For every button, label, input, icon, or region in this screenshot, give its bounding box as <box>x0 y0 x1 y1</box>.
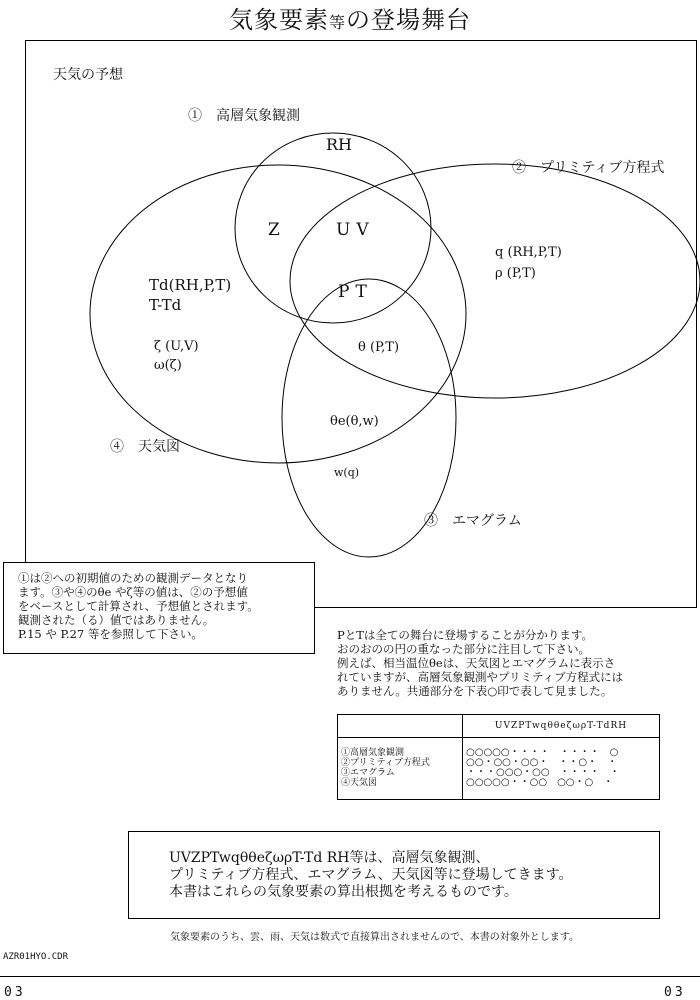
label-t-td: T-Td <box>149 296 182 314</box>
element-comparison-table <box>337 714 660 800</box>
label-rho: ρ (P,T) <box>495 266 536 281</box>
summary-line: UVZPTwqθθeζωρT-Td RH等は、高層気象観測、 <box>169 850 490 866</box>
row-label: ①高層気象観測 <box>341 748 405 758</box>
label-uv: UV <box>336 220 375 240</box>
circle-weather-map <box>90 165 466 463</box>
note-line: ます。③や④のθe やζ等の値は、②の予想値 <box>18 585 248 599</box>
row-label: ④天気図 <box>341 778 378 788</box>
explanation-line: 例えば、相当温位θeは、天気図とエマグラムに表示さ <box>337 656 616 670</box>
table-marks <box>463 738 660 800</box>
label-w: w(q) <box>334 466 360 479</box>
note-line: ①は②への初期値のための観測データとなり <box>18 571 248 585</box>
label-z: Z <box>268 220 280 240</box>
explanation-line: PとTは全ての舞台に登場することが分かります。 <box>337 628 593 642</box>
summary-line: プリミティブ方程式、エマグラム、天気図等に登場してきます。 <box>169 867 573 883</box>
file-name: AZR01HYO.CDR <box>3 952 69 962</box>
label-omega: ω(ζ) <box>154 358 182 373</box>
note-line: P.15 や P.27 等を参照して下さい。 <box>18 627 203 641</box>
circle-upper-air-observation <box>235 133 431 323</box>
note-line: 観測された（る）値ではありません。 <box>18 613 215 627</box>
circle3-label: ③ エマグラム <box>424 513 522 529</box>
explanation-line: ありません。共通部分を下表○印で表して見ました。 <box>337 684 613 698</box>
row-label: ②プリミティブ方程式 <box>341 758 430 768</box>
table-row-labels <box>338 738 463 800</box>
circle2-label: ② プリミティブ方程式 <box>512 160 665 176</box>
label-zeta: ζ (U,V) <box>154 339 199 354</box>
initial-value-note <box>3 562 315 654</box>
circle-primitive-equation <box>290 164 700 398</box>
pt-explanation <box>337 628 623 698</box>
label-td: Td(RH,P,T) <box>149 276 232 294</box>
table-corner <box>338 715 463 738</box>
note-line: をベースとして計算され、予想値とされます。 <box>18 599 259 613</box>
label-rh: RH <box>326 135 352 154</box>
circle4-label: ④ 天気図 <box>110 439 180 455</box>
label-q: q (RH,P,T) <box>495 245 562 260</box>
circle1-label: ① 高層気象観測 <box>188 108 300 124</box>
row-marks: ○○○○○・・○○ ○○・○ ・ <box>466 777 614 788</box>
row-label: ③エマグラム <box>341 768 395 778</box>
explanation-line: おのおのの円の重なった部分に注目して下さい。 <box>337 642 590 656</box>
table-header: UVZPTwqθθeζωρT-TdRH <box>463 715 660 738</box>
row-marks: ○○・○○・○○・ ・・○・ ・ <box>466 757 618 768</box>
row-marks: ・・・○○○・○○ ・・・・ ・ <box>466 767 620 778</box>
bottom-rule <box>0 976 700 977</box>
page-title: 気象要素等の登場舞台 <box>228 6 471 34</box>
explanation-line: れていますが、高層気象観測やプリミティブ方程式には <box>337 670 624 684</box>
section-label: 天気の予想 <box>53 67 123 83</box>
summary-box <box>128 831 660 919</box>
page-number-right: 03 <box>664 985 686 1000</box>
label-pt: PT <box>338 282 373 302</box>
row-marks: ○○○○○・・・・ ・・・・ ○ <box>466 747 619 758</box>
label-theta-e: θe(θ,w) <box>330 414 379 429</box>
label-theta: θ (P,T) <box>358 340 400 355</box>
summary-line: 本書はこれらの気象要素の算出根拠を考えるものです。 <box>169 884 518 900</box>
footnote: 気象要素のうち、雲、雨、天気は数式で直接算出されませんので、本書の対象外とします。 <box>170 932 579 943</box>
page-number-left: 03 <box>4 985 26 1000</box>
